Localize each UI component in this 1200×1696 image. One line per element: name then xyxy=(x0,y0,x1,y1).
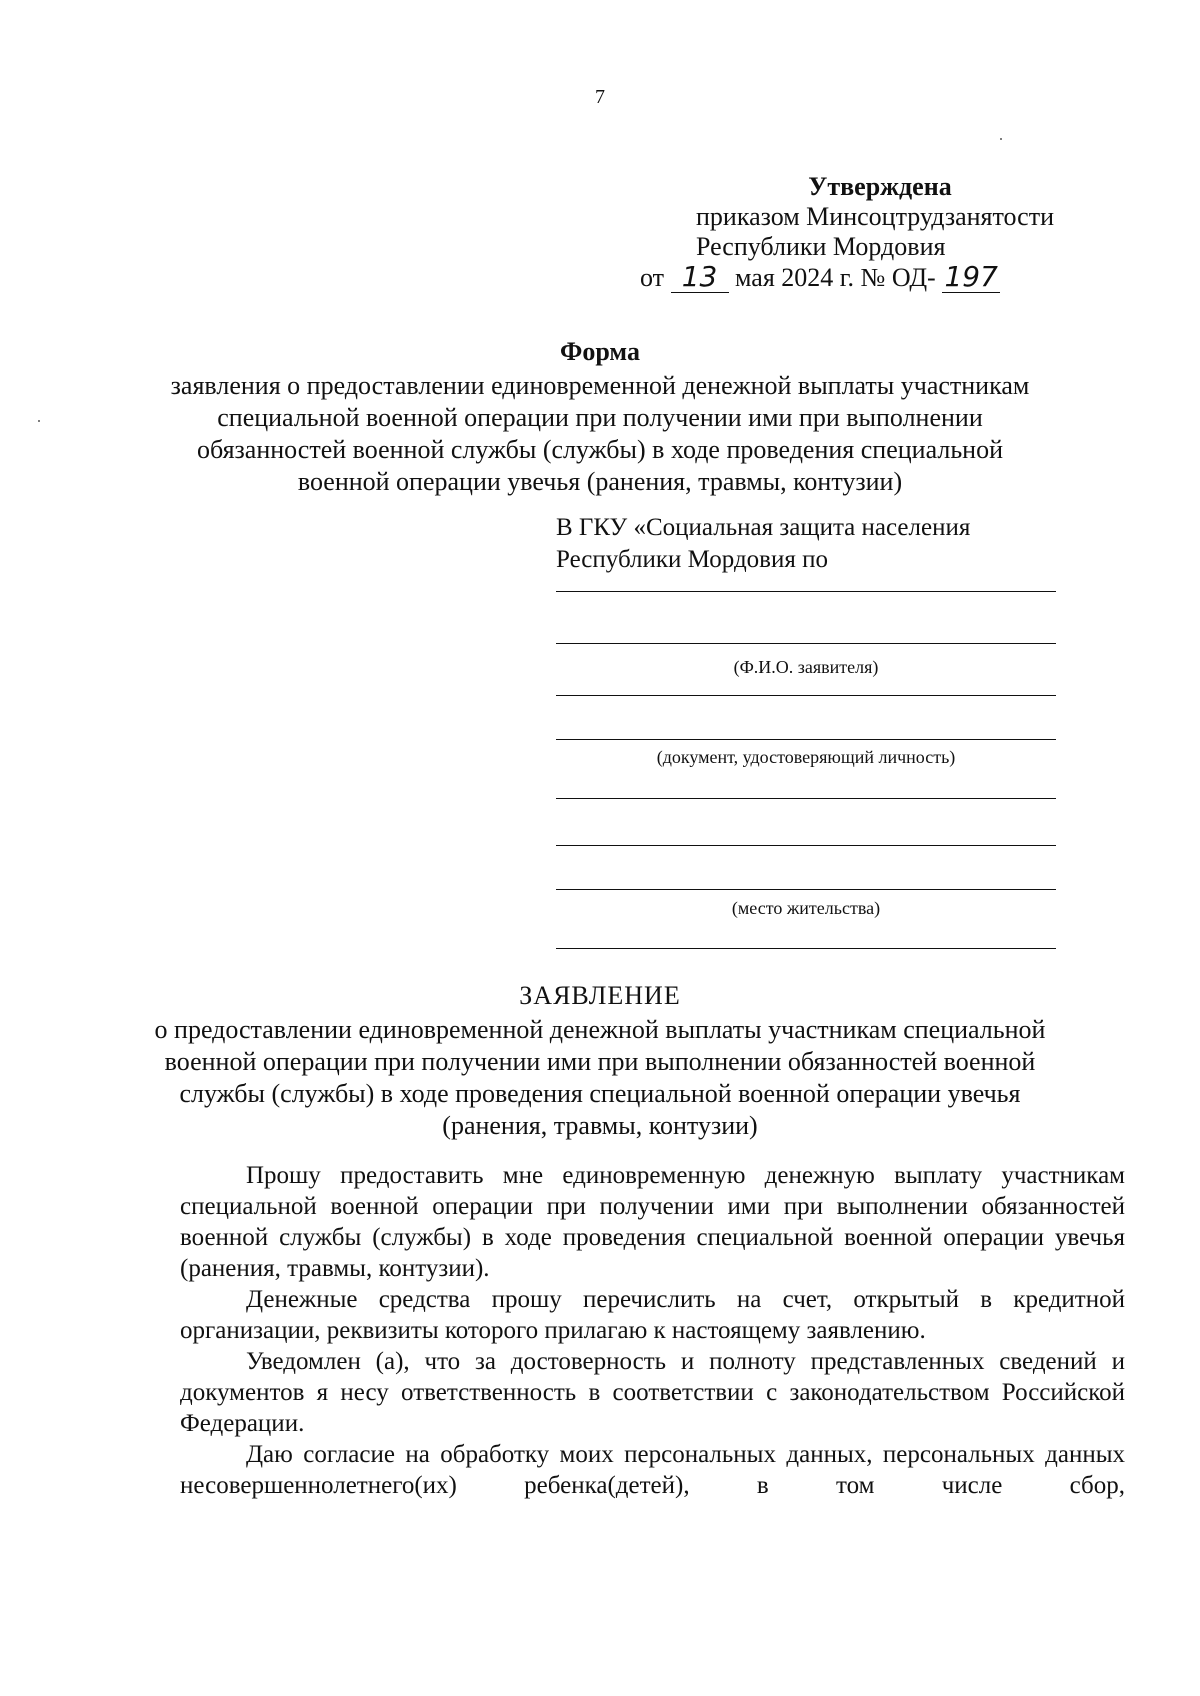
handwritten-order-number-field: 197 xyxy=(942,262,1000,293)
blank-line-residence-3[interactable] xyxy=(556,889,1056,890)
body-paragraph-responsibility: Уведомлен (а), что за достоверность и полноту представленных сведений и документов я несу ответственность в соответствии с законодательством Российской Федерации. xyxy=(180,1348,1125,1437)
handwritten-day-field: 13 xyxy=(671,262,729,293)
approval-line-date xyxy=(640,262,1080,293)
statement-body xyxy=(180,1160,1125,1501)
approval-date-middle: мая 2024 г. № ОД- xyxy=(735,263,936,292)
form-subtitle-line: обязанностей военной службы (службы) в ходе проведения специальной xyxy=(196,435,1004,464)
body-paragraph-transfer: Денежные средства прошу перечислить на счет, открытый в кредитной организации, реквизиты которого прилагаю к настоящему заявлению. xyxy=(180,1286,1125,1344)
form-subtitle-line: заявления о предоставлении единовременной денежной выплаты участникам xyxy=(170,371,1030,400)
addressee-block xyxy=(556,512,1056,576)
form-title: Форма xyxy=(560,337,640,366)
scan-speck xyxy=(1000,138,1002,140)
statement-subtitle-line: (ранения, травмы, контузии) xyxy=(442,1111,758,1140)
page-number: 7 xyxy=(595,86,605,108)
statement-subtitle-line: службы (службы) в ходе проведения специальной военной операции увечья xyxy=(179,1079,1021,1108)
blank-line-department[interactable] xyxy=(556,591,1056,592)
form-subtitle-line: специальной военной операции при получении ими при выполнении xyxy=(217,403,983,432)
approval-line-order: приказом Минсоцтрудзанятости xyxy=(696,202,1054,231)
statement-title: ЗАЯВЛЕНИЕ xyxy=(519,981,681,1010)
blank-line-residence-2[interactable] xyxy=(556,845,1056,846)
approval-date-prefix: от xyxy=(640,263,665,292)
statement-subtitle-line: о предоставлении единовременной денежной выплаты участникам специальной xyxy=(154,1015,1046,1044)
scan-speck xyxy=(38,420,40,422)
approval-line-republic: Республики Мордовия xyxy=(696,232,946,261)
blank-line-fio[interactable] xyxy=(556,643,1056,644)
approval-stamp xyxy=(640,172,1080,293)
statement-subtitle-line: военной операции при получении ими при выполнении обязанностей военной xyxy=(164,1047,1036,1076)
blank-line-document[interactable] xyxy=(556,739,1056,740)
body-paragraph-request: Прошу предоставить мне единовременную денежную выплату участникам специальной военной операции при получении ими при выполнении обязанностей военной службы (службы) в ходе проведения специальной военной операции увечья (ранения, травмы, контузии). xyxy=(180,1162,1125,1282)
caption-fio: (Ф.И.О. заявителя) xyxy=(733,657,879,677)
form-heading xyxy=(100,336,1100,498)
approval-title: Утверждена xyxy=(808,172,952,201)
caption-document: (документ, удостоверяющий личность) xyxy=(656,747,956,767)
statement-heading xyxy=(100,980,1100,1142)
caption-residence: (место жительства) xyxy=(731,898,881,918)
body-paragraph-consent: Даю согласие на обработку моих персональных данных, персональных данных несовершеннолетнего(их) ребенка(детей), в том числе сбор, xyxy=(180,1441,1125,1499)
blank-line-fio-extra[interactable] xyxy=(556,695,1056,696)
blank-line-extra[interactable] xyxy=(556,948,1056,949)
blank-line-residence-1[interactable] xyxy=(556,798,1056,799)
addressee-line: Республики Мордовия по xyxy=(556,546,828,573)
addressee-line: В ГКУ «Социальная защита населения xyxy=(556,514,971,541)
form-subtitle-line: военной операции увечья (ранения, травмы, контузии) xyxy=(297,467,903,496)
